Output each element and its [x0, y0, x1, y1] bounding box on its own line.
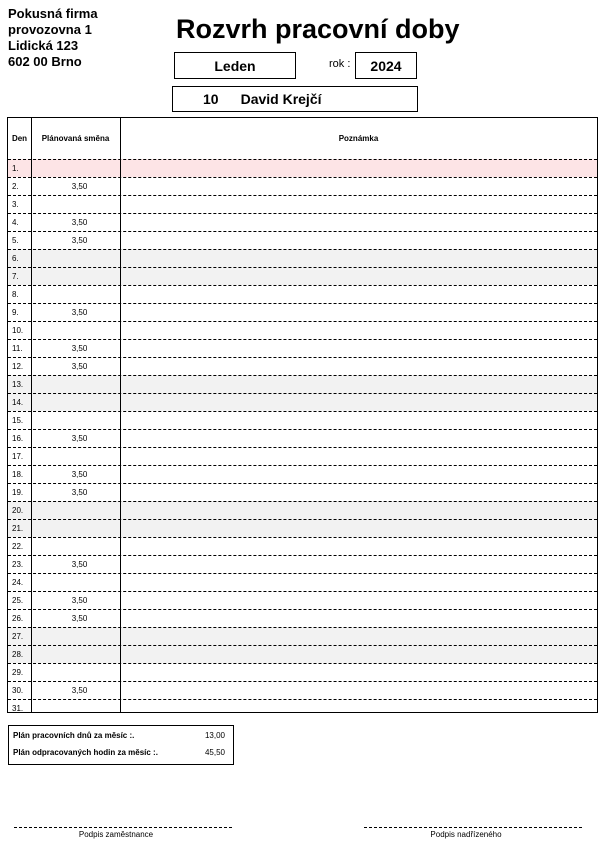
summary-box [8, 725, 234, 765]
header-shift: Plánovaná směna [41, 134, 110, 143]
day-cell: 10. [12, 326, 24, 335]
table-row [8, 555, 597, 573]
shift-cell: 3,50 [71, 560, 88, 569]
table-row [8, 573, 597, 591]
table-row [8, 645, 597, 663]
company-city: 602 00 Brno [8, 54, 82, 69]
year-field: 2024 [355, 52, 417, 79]
company-address [8, 6, 98, 70]
table-row [8, 375, 597, 393]
shift-cell: 3,50 [71, 686, 88, 695]
table-row [8, 663, 597, 681]
table-row [8, 321, 597, 339]
day-cell: 14. [12, 398, 24, 407]
day-cell: 6. [12, 254, 19, 263]
employee-number: 10 [203, 91, 219, 107]
table-row [8, 339, 597, 357]
table-row [8, 483, 597, 501]
day-cell: 25. [12, 596, 24, 605]
table-row [8, 195, 597, 213]
table-row [8, 285, 597, 303]
table-row [8, 447, 597, 465]
day-cell: 27. [12, 632, 24, 641]
summary-days-label: Plán pracovních dnů za měsíc :. [13, 731, 135, 740]
day-cell: 22. [12, 542, 24, 551]
header-day: Den [11, 134, 28, 143]
day-cell: 23. [12, 560, 24, 569]
day-cell: 30. [12, 686, 24, 695]
table-row [8, 627, 597, 645]
day-cell: 4. [12, 218, 19, 227]
day-cell: 15. [12, 416, 24, 425]
day-cell: 29. [12, 668, 24, 677]
shift-cell: 3,50 [71, 344, 88, 353]
schedule-table [7, 117, 598, 713]
day-cell: 18. [12, 470, 24, 479]
day-cell: 17. [12, 452, 24, 461]
day-cell: 11. [12, 344, 23, 353]
table-row [8, 249, 597, 267]
summary-days-row [13, 731, 229, 743]
shift-cell: 3,50 [71, 362, 88, 371]
company-name: Pokusná firma [8, 6, 98, 21]
employee-signature-line [14, 827, 232, 828]
table-row [8, 609, 597, 627]
supervisor-signature-label: Podpis nadřízeného [430, 830, 502, 839]
table-row [8, 159, 597, 177]
year-label: rok : [329, 58, 351, 70]
shift-cell: 3,50 [71, 308, 88, 317]
month-field: Leden [174, 52, 296, 79]
company-branch: provozovna 1 [8, 22, 92, 37]
day-cell: 26. [12, 614, 24, 623]
table-row [8, 267, 597, 285]
shift-cell: 3,50 [71, 434, 88, 443]
summary-hours-row [13, 748, 229, 760]
employee-signature-label: Podpis zaměstnance [78, 830, 154, 839]
employee-field [172, 86, 418, 112]
column-divider [120, 118, 121, 712]
day-cell: 28. [12, 650, 24, 659]
day-cell: 31. [12, 704, 24, 713]
summary-hours-label: Plán odpracovaných hodin za měsíc :. [13, 748, 158, 757]
day-cell: 5. [12, 236, 19, 245]
table-row [8, 699, 597, 717]
table-row [8, 411, 597, 429]
day-cell: 2. [12, 182, 19, 191]
shift-cell: 3,50 [71, 218, 88, 227]
employee-name: David Krejčí [240, 91, 322, 107]
table-row [8, 429, 597, 447]
day-cell: 8. [12, 290, 19, 299]
day-cell: 12. [12, 362, 24, 371]
column-divider [31, 118, 32, 712]
day-cell: 13. [12, 380, 24, 389]
header-note: Poznámka [338, 134, 379, 143]
shift-cell: 3,50 [71, 488, 88, 497]
day-cell: 21. [12, 524, 24, 533]
shift-cell: 3,50 [71, 596, 88, 605]
table-row [8, 537, 597, 555]
page-title: Rozvrh pracovní doby [176, 14, 460, 44]
day-cell: 19. [12, 488, 24, 497]
table-row [8, 303, 597, 321]
shift-cell: 3,50 [71, 614, 88, 623]
day-cell: 16. [12, 434, 24, 443]
shift-cell: 3,50 [71, 236, 88, 245]
table-row [8, 591, 597, 609]
table-row [8, 393, 597, 411]
supervisor-signature-line [364, 827, 582, 828]
table-row [8, 465, 597, 483]
shift-cell: 3,50 [71, 470, 88, 479]
day-cell: 1. [12, 164, 19, 173]
shift-cell: 3,50 [71, 182, 88, 191]
table-row [8, 519, 597, 537]
table-row [8, 501, 597, 519]
summary-days-value: 13,00 [204, 731, 225, 740]
table-row [8, 177, 597, 195]
table-row [8, 231, 597, 249]
company-street: Lidická 123 [8, 38, 79, 53]
day-cell: 7. [12, 272, 19, 281]
day-cell: 9. [12, 308, 19, 317]
day-cell: 3. [12, 200, 19, 209]
summary-hours-value: 45,50 [204, 748, 225, 757]
day-cell: 24. [12, 578, 24, 587]
table-row [8, 213, 597, 231]
table-row [8, 681, 597, 699]
day-cell: 20. [12, 506, 24, 515]
table-row [8, 357, 597, 375]
